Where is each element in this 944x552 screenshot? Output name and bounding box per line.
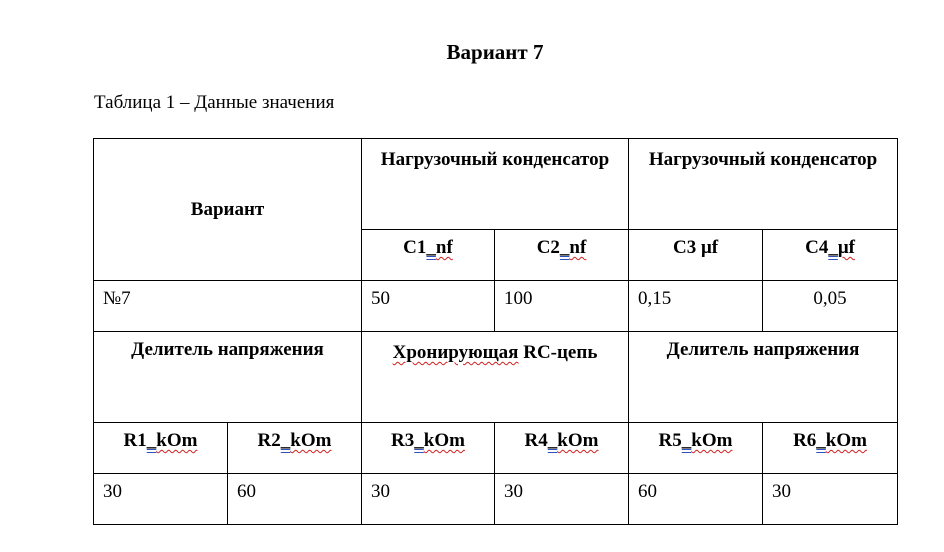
c4-header: C4_μf (763, 230, 898, 281)
c1-value: 50 (362, 281, 495, 332)
header-row-3 (94, 332, 898, 423)
header-row-1 (94, 139, 898, 230)
c3-header: C3 μf (629, 230, 763, 281)
c1-header: C1_nf (362, 230, 495, 281)
capacitor-group-header-1: Нагрузочный конденсатор (362, 139, 629, 230)
variant-header: Вариант (94, 139, 362, 281)
r3-value: 30 (362, 474, 495, 525)
r4-value: 30 (495, 474, 629, 525)
divider-header-1: Делитель напряжения (94, 332, 362, 423)
r5-header: R5_kOm (629, 423, 763, 474)
timing-rc-header: Хронирующая RC-цепь (362, 332, 629, 423)
page-title: Вариант 7 (446, 40, 544, 64)
r2-header: R2_kOm (228, 423, 362, 474)
c3-value: 0,15 (629, 281, 763, 332)
c2-value: 100 (495, 281, 629, 332)
c4-value: 0,05 (763, 281, 898, 332)
r3-header: R3_kOm (362, 423, 495, 474)
r6-header: R6_kOm (763, 423, 898, 474)
r2-value: 60 (228, 474, 362, 525)
capacitor-group-header-2: Нагрузочный конденсатор (629, 139, 898, 230)
divider-header-2: Делитель напряжения (629, 332, 898, 423)
r5-value: 60 (629, 474, 763, 525)
table-row (94, 474, 898, 525)
c2-header: C2_nf (495, 230, 629, 281)
data-table (93, 138, 898, 525)
r1-header: R1_kOm (94, 423, 228, 474)
table-row (94, 281, 898, 332)
header-row-4 (94, 423, 898, 474)
r1-value: 30 (94, 474, 228, 525)
variant-cell: №7 (94, 281, 362, 332)
r4-header: R4_kOm (495, 423, 629, 474)
r6-value: 30 (763, 474, 898, 525)
table-caption: Таблица 1 – Данные значения (94, 92, 335, 113)
